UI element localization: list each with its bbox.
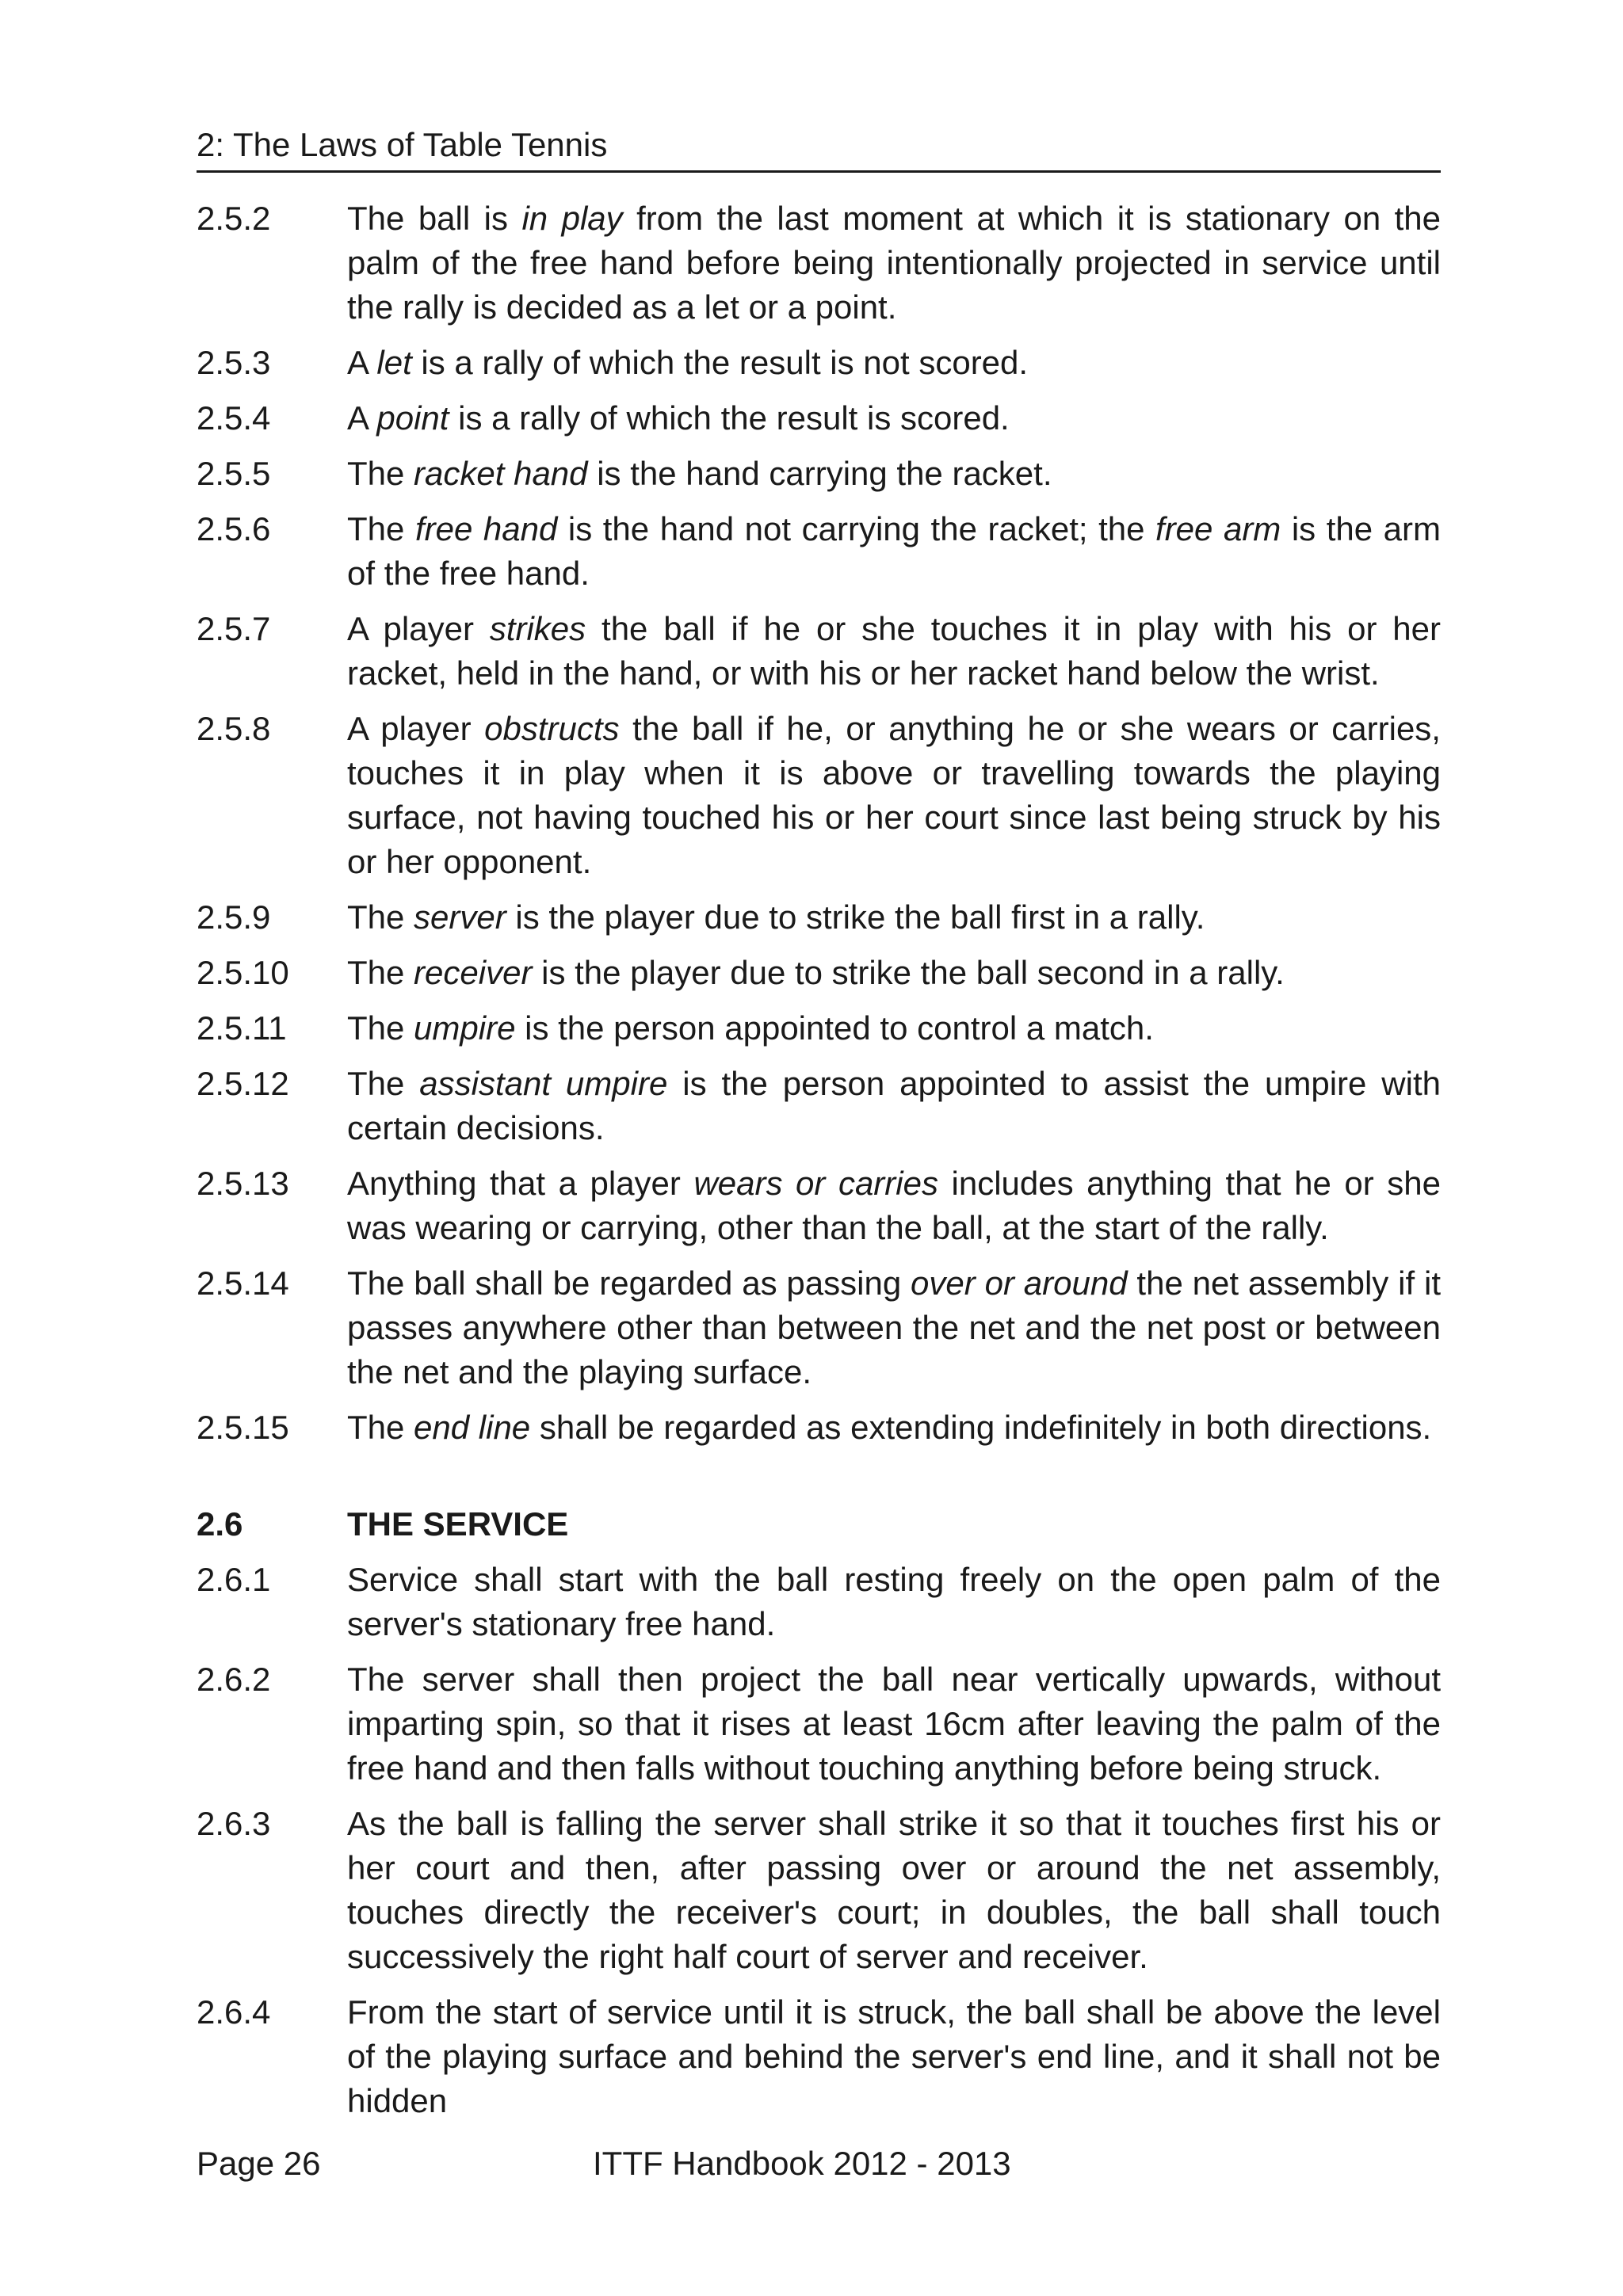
section-spacer [197, 1461, 1441, 1502]
clause-text [347, 707, 1441, 884]
clause [197, 452, 1441, 496]
clause-number: 2.5.10 [197, 954, 289, 991]
clause-text-run: is a rally of which the result is scored. [449, 399, 1010, 437]
defined-term: let [376, 344, 412, 381]
clause-text [347, 607, 1441, 696]
header-title: 2: The Laws of Table Tennis [197, 126, 608, 163]
clause-text [347, 1802, 1441, 1979]
clause-text-run: includes anything that he or she was wearing or carrying, other than the ball, at the start of the rally. [347, 1165, 1442, 1246]
clause-number: 2.6.1 [197, 1561, 271, 1598]
clause-text-run: The server shall then project the ball near vertically upwards, without imparting spin, so that it rises at least 16cm after leaving the palm of the free hand and then falls without touching anything before being struck. [347, 1661, 1441, 1787]
defined-term: obstructs [484, 710, 620, 747]
running-header [197, 125, 1441, 173]
clause-text [347, 196, 1441, 330]
defined-term: strikes [489, 610, 586, 647]
clause-text-run: The ball is [347, 200, 522, 237]
section-number: 2.6 [197, 1505, 243, 1543]
clause [197, 707, 1441, 884]
clause-text-run: is the hand carrying the racket. [587, 455, 1052, 492]
clause-text-run: is the arm of the free hand. [347, 510, 1442, 592]
clause-number: 2.5.6 [197, 510, 271, 547]
clause-text [347, 1657, 1441, 1791]
defined-term: receiver [414, 954, 533, 991]
clause-text-run: The ball shall be regarded as passing [347, 1264, 911, 1302]
defined-term: end line [414, 1409, 531, 1446]
clause-text-run: is a rally of which the result is not scored. [411, 344, 1029, 381]
clause-text-run: from the last moment at which it is stationary on the palm of the free hand before being intentionally projected in service until the rally is decided as a let or a point. [347, 200, 1442, 326]
clause-text-run: is the person appointed to assist the umpire with certain decisions. [347, 1065, 1441, 1146]
clause-text [347, 1062, 1441, 1150]
clause-text-run: As the ball is falling the server shall strike it so that it touches first his or her court and then, after passing over or around the net assembly, touches directly the receiver's court; in doubles, the ball shall touch successively the right half court of server and receiver. [347, 1805, 1441, 1975]
clause-text-run: From the start of service until it is struck, the ball shall be above the level of the playing surface and behind the server's end line, and it shall not be hidden [347, 1993, 1441, 2119]
clause-text-run: is the hand not carrying the racket; the [557, 510, 1156, 547]
clause-list-service [197, 1558, 1441, 2123]
footer-publication: ITTF Handbook 2012 - 2013 [593, 2145, 1011, 2182]
defined-term: over or around [911, 1264, 1128, 1302]
clause [197, 951, 1441, 995]
clause [197, 1405, 1441, 1450]
clause-text-run: The [347, 898, 414, 936]
clause-number: 2.5.5 [197, 455, 271, 492]
defined-term: point [376, 399, 449, 437]
clause-number: 2.5.3 [197, 344, 271, 381]
defined-term: free arm [1155, 510, 1281, 547]
clause-number: 2.5.9 [197, 898, 271, 936]
clause-text-run: the ball if he or she touches it in play with his or her racket, held in the hand, or with his or her racket hand below the wrist. [347, 610, 1441, 692]
defined-term: umpire [414, 1009, 516, 1047]
clause-number: 2.6.3 [197, 1805, 271, 1842]
clause [197, 607, 1441, 696]
defined-term: server [414, 898, 506, 936]
clause [197, 1558, 1441, 1646]
clause [197, 196, 1441, 330]
clause-text-run: The [347, 954, 414, 991]
clause-list-definitions [197, 196, 1441, 1450]
clause-text [347, 1558, 1441, 1646]
clause [197, 1062, 1441, 1150]
clause [197, 396, 1441, 441]
clause-text [347, 1990, 1441, 2123]
clause-text-run: A player [347, 710, 485, 747]
clause-text [347, 1006, 1441, 1051]
clause [197, 895, 1441, 940]
footer-page-number: Page 26 [197, 2145, 321, 2182]
clause [197, 1990, 1441, 2123]
clause-text [347, 452, 1441, 496]
clause [197, 507, 1441, 596]
clause-number: 2.5.14 [197, 1264, 289, 1302]
clause [197, 1161, 1441, 1250]
clause-text-run: Service shall start with the ball resting freely on the open palm of the server's stationary free hand. [347, 1561, 1441, 1642]
defined-term: racket hand [414, 455, 588, 492]
clause-text-run: The [347, 455, 414, 492]
clause-text [347, 396, 1441, 441]
clause-text [347, 951, 1441, 995]
clause-text-run: A [347, 344, 377, 381]
clause-text-run: is the player due to strike the ball first in a rally. [506, 898, 1205, 936]
defined-term: in play [521, 200, 623, 237]
clause [197, 1802, 1441, 1979]
clause-number: 2.5.2 [197, 200, 271, 237]
clause-text-run: The [347, 1009, 414, 1047]
clause-text [347, 507, 1441, 596]
defined-term: assistant umpire [419, 1065, 668, 1102]
clause [197, 1261, 1441, 1394]
clause-number: 2.5.4 [197, 399, 271, 437]
clause-text-run: the ball if he, or anything he or she wears or carries, touches it in play when it is above or travelling towards the playing surface, not having touched his or her court since last being struck by his or her opponent. [347, 710, 1441, 880]
clause-text-run: shall be regarded as extending indefinitely in both directions. [530, 1409, 1432, 1446]
body-text [197, 196, 1441, 2134]
section-title: THE SERVICE [347, 1505, 569, 1543]
defined-term: wears or carries [693, 1165, 938, 1202]
clause-number: 2.5.15 [197, 1409, 289, 1446]
clause-text-run: The [347, 1409, 414, 1446]
clause-text [347, 1405, 1441, 1450]
clause-text [347, 341, 1441, 385]
clause-text-run: The [347, 1065, 420, 1102]
clause-number: 2.5.7 [197, 610, 271, 647]
clause-text-run: Anything that a player [347, 1165, 694, 1202]
clause-text [347, 1261, 1441, 1394]
clause-number: 2.6.4 [197, 1993, 271, 2031]
clause-text-run: A [347, 399, 377, 437]
clause-number: 2.5.8 [197, 710, 271, 747]
clause-text-run: is the player due to strike the ball second in a rally. [532, 954, 1285, 991]
clause-text-run: is the person appointed to control a match. [515, 1009, 1154, 1047]
clause-text [347, 1161, 1441, 1250]
clause-text [347, 895, 1441, 940]
clause-number: 2.5.13 [197, 1165, 289, 1202]
clause [197, 1006, 1441, 1051]
defined-term: free hand [414, 510, 558, 547]
clause-text-run: the net assembly if it passes anywhere other than between the net and the net post or between the net and the playing surface. [347, 1264, 1441, 1390]
clause-number: 2.5.12 [197, 1065, 289, 1102]
clause-text-run: The [347, 510, 415, 547]
clause-text-run: A player [347, 610, 490, 647]
clause [197, 1657, 1441, 1791]
clause-number: 2.5.11 [197, 1009, 287, 1047]
clause-number: 2.6.2 [197, 1661, 271, 1698]
clause [197, 341, 1441, 385]
section-heading [197, 1502, 1441, 1547]
